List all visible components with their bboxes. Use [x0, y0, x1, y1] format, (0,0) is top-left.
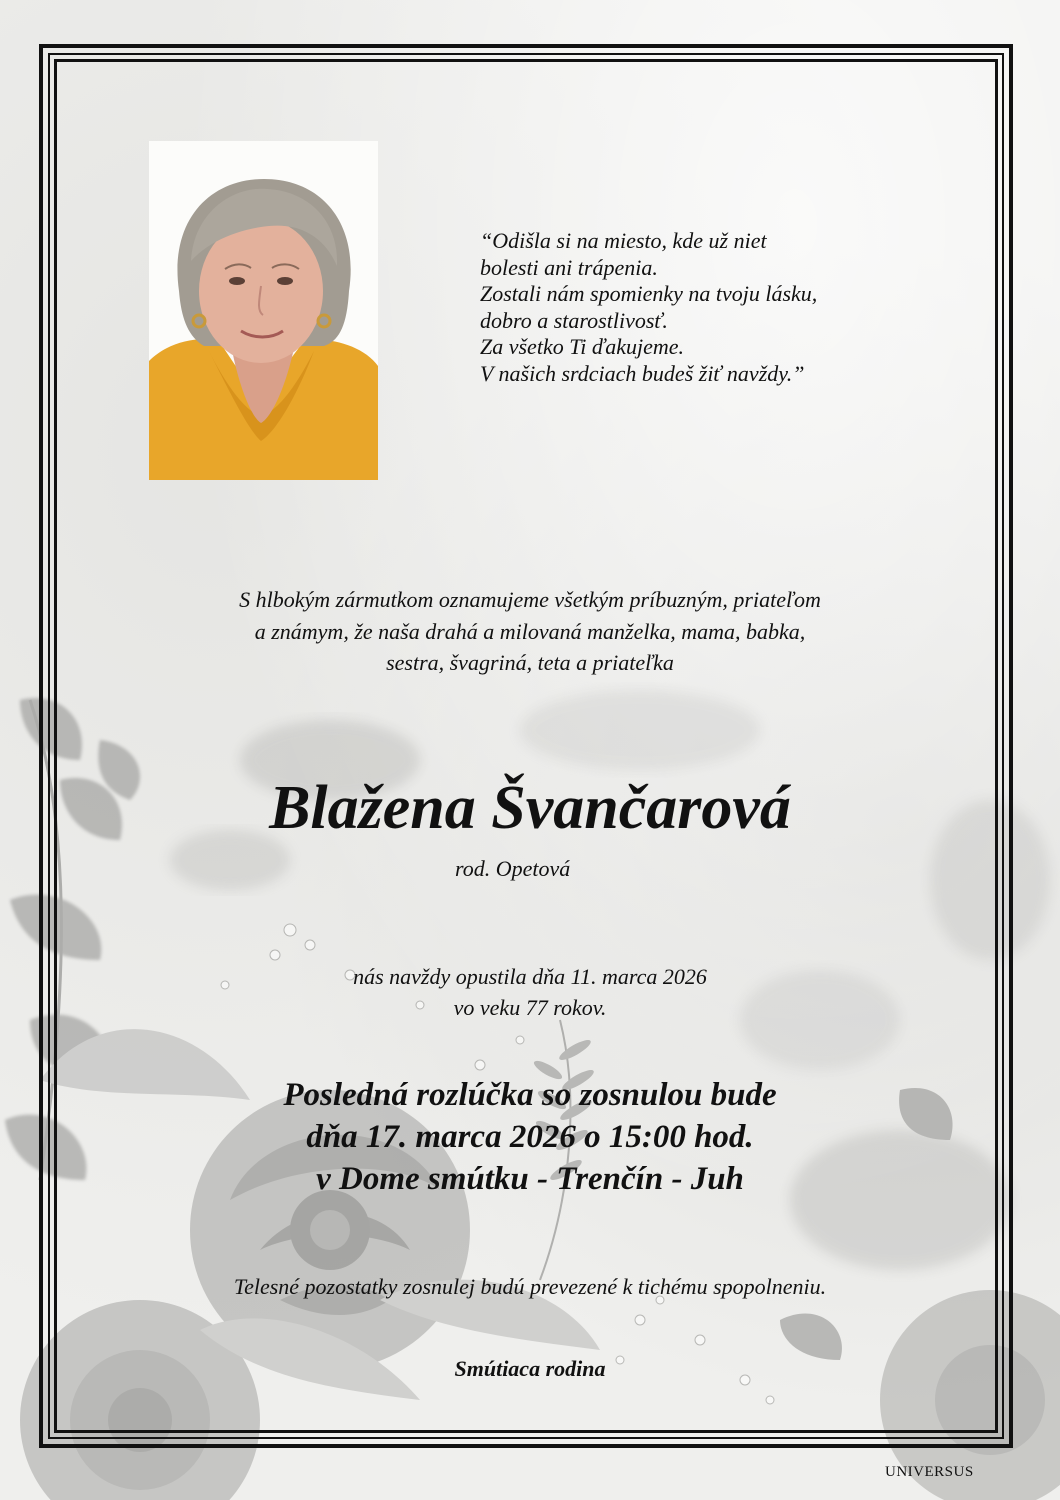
quote-line: dobro a starostlivosť.	[480, 307, 668, 333]
signature: Smútiaca rodina	[454, 1356, 606, 1381]
funeral-details	[60, 1074, 1000, 1200]
maiden-name: rod. Opetová	[455, 856, 571, 881]
quote-line: bolesti ani trápenia.	[480, 254, 658, 280]
death-line: vo veku 77 rokov.	[453, 995, 607, 1020]
funeral-line: v Dome smútku - Trenčín - Juh	[316, 1161, 744, 1197]
announcement-line: a známym, že naša drahá a milovaná manželka, mama, babka,	[254, 618, 806, 644]
quote-line: Za všetko Ti ďakujeme.	[480, 334, 685, 359]
portrait-photo	[149, 141, 378, 480]
remains-note: Telesné pozostatky zosnulej budú prevezené k tichému spopolneniu.	[233, 1274, 827, 1299]
funeral-line: dňa 17. marca 2026 o 15:00 hod.	[306, 1119, 754, 1155]
memorial-quote	[480, 228, 960, 387]
quote-line: “Odišla si na miesto, kde už niet	[480, 228, 767, 253]
announcement-line: sestra, švagriná, teta a priateľka	[386, 650, 674, 675]
brand-mark: UNIVERSUS	[885, 1464, 974, 1480]
deceased-name: Blažena Švančarová	[269, 774, 791, 842]
quote-line: Zostali nám spomienky na tvoju lásku,	[480, 281, 818, 306]
death-line: nás navždy opustila dňa 11. marca 2026	[353, 964, 707, 989]
announcement-line: S hlbokým zármutkom oznamujeme všetkým príbuzným, priateľom	[239, 587, 821, 612]
death-details	[60, 961, 1000, 1023]
quote-line: V našich srdciach budeš žiť navždy.”	[480, 360, 805, 386]
announcement-text	[60, 584, 1000, 679]
funeral-line: Posledná rozlúčka so zosnulou bude	[283, 1077, 777, 1113]
